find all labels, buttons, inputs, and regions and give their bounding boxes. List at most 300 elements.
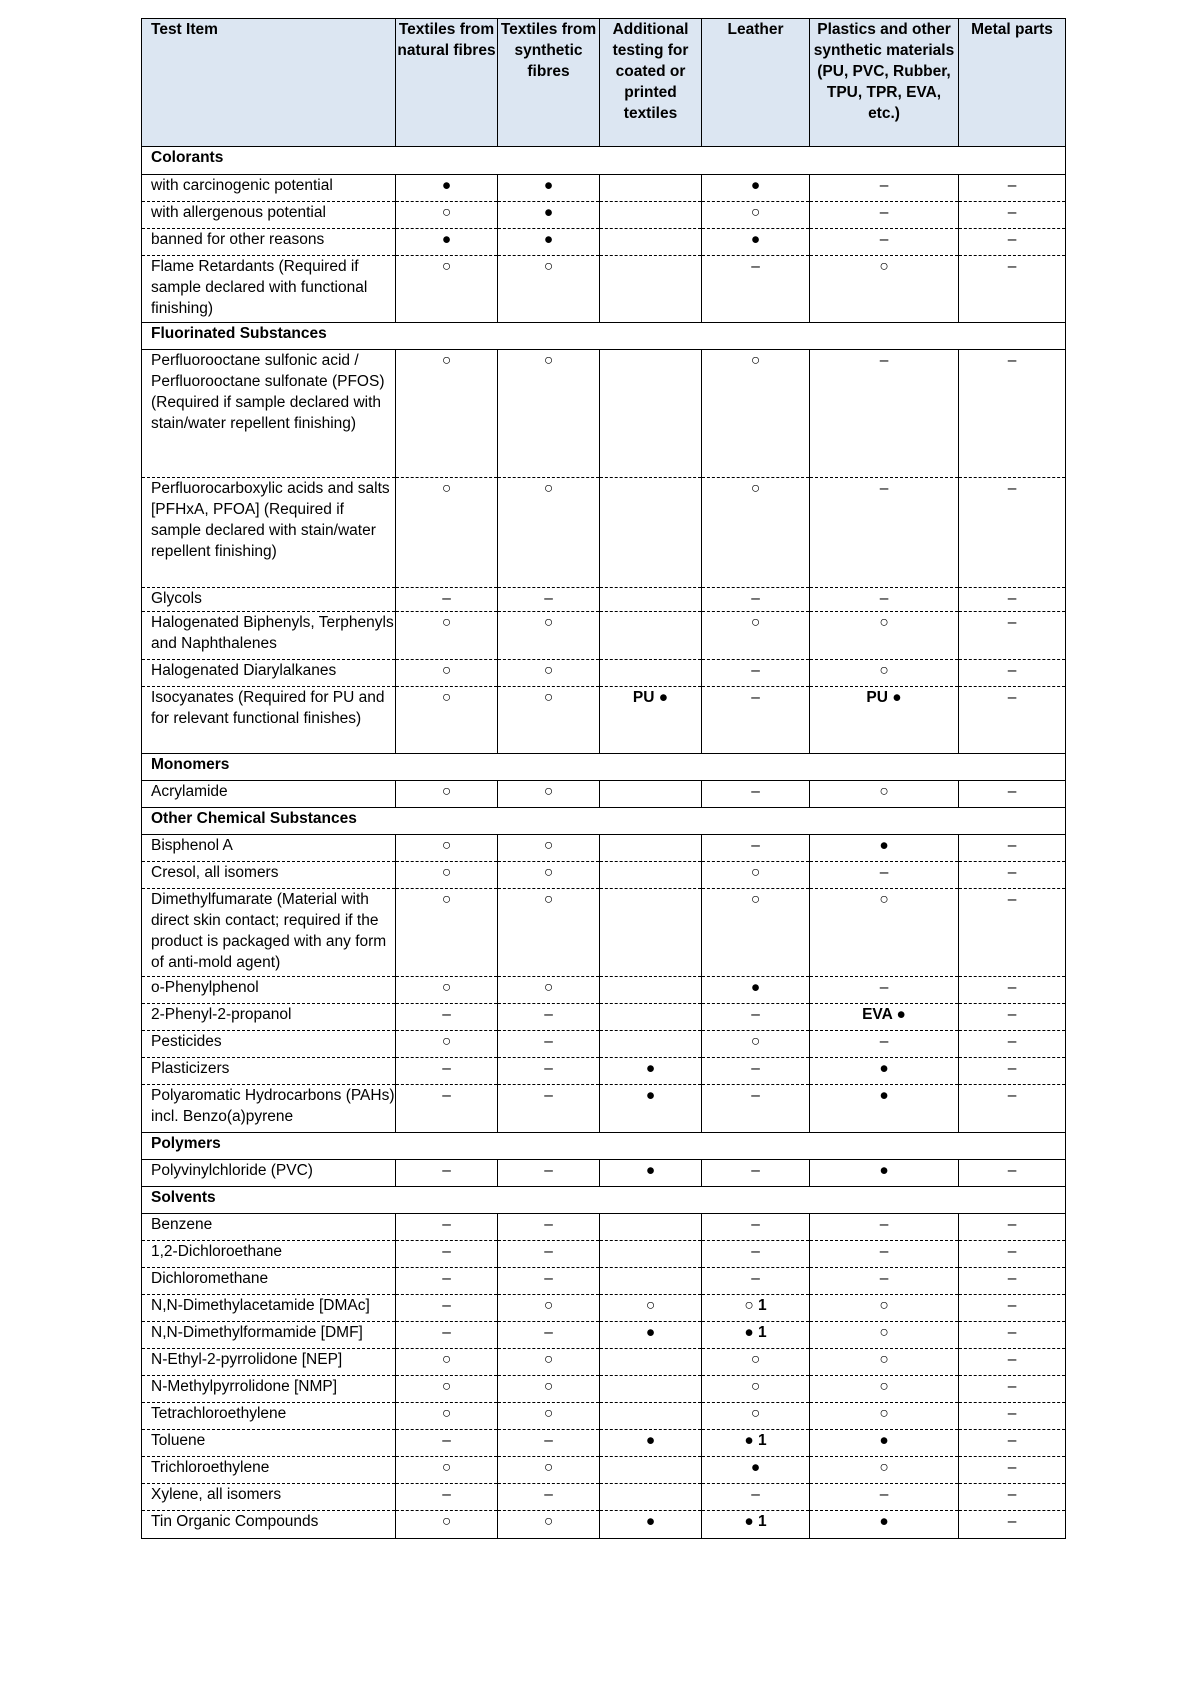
requirement-symbol: – <box>1007 1378 1017 1395</box>
requirement-cell <box>810 1430 959 1457</box>
requirement-symbol: ○ <box>750 1405 761 1422</box>
requirement-symbol: – <box>544 1432 553 1449</box>
requirement-symbol: ○ 1 <box>744 1297 767 1314</box>
requirement-cell <box>810 350 959 478</box>
requirement-symbol: ○ <box>879 891 889 908</box>
requirement-cell <box>959 1403 1066 1430</box>
requirement-symbol: – <box>1007 1060 1017 1077</box>
requirement-symbol: – <box>544 1087 553 1104</box>
requirement-cell <box>959 1058 1066 1085</box>
requirement-cell <box>810 1349 959 1376</box>
requirement-cell <box>498 1322 600 1349</box>
requirement-symbol: ○ <box>879 783 889 800</box>
requirement-symbol: ● <box>645 1432 656 1449</box>
requirement-symbol: – <box>879 1033 889 1050</box>
requirement-symbol: – <box>1007 1087 1017 1104</box>
requirement-symbol: ● <box>750 1459 761 1476</box>
requirement-cell <box>498 977 600 1004</box>
requirement-symbol: – <box>1007 1405 1017 1422</box>
requirement-cell <box>810 229 959 256</box>
requirement-cell <box>498 660 600 687</box>
requirement-cell <box>702 1430 810 1457</box>
table-row <box>142 1484 1066 1511</box>
requirement-symbol: – <box>1007 837 1017 854</box>
table-row <box>142 478 1066 588</box>
requirement-symbol: ○ <box>543 689 554 706</box>
section-heading: Monomers <box>142 754 1066 781</box>
requirement-cell <box>600 1295 702 1322</box>
requirement-symbol: – <box>1007 689 1017 706</box>
requirement-cell <box>600 1241 702 1268</box>
requirement-cell <box>396 835 498 862</box>
section-heading: Solvents <box>142 1187 1066 1214</box>
test-item-label: Plasticizers <box>142 1058 396 1085</box>
requirement-cell <box>810 781 959 808</box>
requirement-cell <box>498 1160 600 1187</box>
table-row <box>142 1085 1066 1133</box>
requirement-symbol: – <box>442 1297 451 1314</box>
requirement-cell <box>498 1430 600 1457</box>
requirement-symbol: PU ● <box>866 689 902 706</box>
table-row <box>142 202 1066 229</box>
requirement-cell <box>600 977 702 1004</box>
requirement-symbol: ○ <box>750 1351 761 1368</box>
requirement-cell <box>498 1295 600 1322</box>
table-row <box>142 612 1066 660</box>
requirement-cell <box>600 862 702 889</box>
requirement-cell <box>498 1376 600 1403</box>
test-item-label: with allergenous potential <box>142 202 396 229</box>
requirement-cell <box>810 1241 959 1268</box>
requirement-symbol: ○ <box>543 662 554 679</box>
requirement-cell <box>600 1349 702 1376</box>
test-requirements-table <box>141 18 1066 1539</box>
requirement-symbol: ● <box>645 1513 656 1530</box>
requirement-cell <box>810 1322 959 1349</box>
requirement-symbol: ● <box>879 1513 889 1530</box>
requirement-symbol: ○ <box>879 1324 889 1341</box>
requirement-cell <box>959 1511 1066 1539</box>
requirement-cell <box>498 889 600 977</box>
requirement-symbol: ○ <box>879 662 889 679</box>
requirement-symbol: – <box>1007 891 1017 908</box>
requirement-cell <box>396 1268 498 1295</box>
requirement-symbol: – <box>544 1243 553 1260</box>
table-row <box>142 1160 1066 1187</box>
requirement-symbol: ○ <box>543 864 554 881</box>
requirement-symbol: ● <box>543 204 554 221</box>
requirement-cell <box>600 1268 702 1295</box>
test-item-label: Toluene <box>142 1430 396 1457</box>
table-row <box>142 977 1066 1004</box>
requirement-symbol: ○ <box>441 1459 452 1476</box>
test-item-label: N,N-Dimethylformamide [DMF] <box>142 1322 396 1349</box>
requirement-cell <box>959 977 1066 1004</box>
requirement-cell <box>810 1457 959 1484</box>
requirement-symbol: ● <box>879 1087 889 1104</box>
test-item-label: Glycols <box>142 588 396 612</box>
requirement-symbol: ● <box>645 1060 656 1077</box>
requirement-symbol: – <box>544 1060 553 1077</box>
requirement-cell <box>810 1004 959 1031</box>
requirement-cell <box>498 350 600 478</box>
test-item-label: Tin Organic Compounds <box>142 1511 396 1539</box>
requirement-symbol: – <box>751 662 760 679</box>
requirement-cell <box>498 1031 600 1058</box>
requirement-cell <box>396 687 498 754</box>
test-item-label: Dichloromethane <box>142 1268 396 1295</box>
requirement-cell <box>959 1457 1066 1484</box>
requirement-cell <box>959 1349 1066 1376</box>
requirement-symbol: ○ <box>441 837 452 854</box>
requirement-symbol: ○ <box>441 979 452 996</box>
requirement-symbol: ○ <box>750 352 761 369</box>
requirement-cell <box>702 889 810 977</box>
requirement-cell <box>810 660 959 687</box>
table-row <box>142 229 1066 256</box>
requirement-cell <box>959 229 1066 256</box>
requirement-cell <box>702 1268 810 1295</box>
requirement-cell <box>396 1484 498 1511</box>
requirement-symbol: EVA ● <box>862 1006 906 1023</box>
requirement-cell <box>498 1085 600 1133</box>
requirement-symbol: ○ <box>543 1513 554 1530</box>
requirement-cell <box>810 1085 959 1133</box>
header-metal-parts: Metal parts <box>959 19 1066 147</box>
requirement-cell <box>702 1160 810 1187</box>
requirement-cell <box>702 256 810 323</box>
requirement-cell <box>702 835 810 862</box>
requirement-cell <box>702 687 810 754</box>
requirement-symbol: – <box>1007 177 1017 194</box>
requirement-symbol: ● <box>879 1162 889 1179</box>
requirement-symbol: – <box>1007 1033 1017 1050</box>
requirement-cell <box>396 1430 498 1457</box>
requirement-cell <box>810 687 959 754</box>
table-row <box>142 862 1066 889</box>
requirement-cell <box>498 1214 600 1241</box>
requirement-cell <box>396 660 498 687</box>
requirement-cell <box>498 835 600 862</box>
requirement-symbol: – <box>1007 783 1017 800</box>
requirement-cell <box>600 835 702 862</box>
requirement-cell <box>600 1031 702 1058</box>
requirement-cell <box>959 1031 1066 1058</box>
test-item-label: Perfluorooctane sulfonic acid / Perfluorooctane sulfonate (PFOS) (Required if sample declared with stain/water repellent finishing) <box>142 350 396 478</box>
requirement-symbol: ○ <box>645 1297 656 1314</box>
requirement-cell <box>959 1322 1066 1349</box>
requirement-symbol: – <box>1007 1432 1017 1449</box>
table-row <box>142 1511 1066 1539</box>
requirement-symbol: – <box>751 1486 760 1503</box>
test-item-label: banned for other reasons <box>142 229 396 256</box>
requirement-symbol: ● <box>543 177 554 194</box>
requirement-symbol: – <box>1007 231 1017 248</box>
table-row <box>142 1295 1066 1322</box>
requirement-cell <box>396 256 498 323</box>
test-item-label: N-Ethyl-2-pyrrolidone [NEP] <box>142 1349 396 1376</box>
requirement-cell <box>959 1484 1066 1511</box>
requirement-symbol: – <box>442 1087 451 1104</box>
requirement-cell <box>959 1160 1066 1187</box>
requirement-symbol: ○ <box>543 1351 554 1368</box>
test-item-label: Pesticides <box>142 1031 396 1058</box>
requirement-symbol: ○ <box>750 614 761 631</box>
requirement-cell <box>498 1004 600 1031</box>
requirement-symbol: – <box>879 480 889 497</box>
requirement-symbol: – <box>442 1006 451 1023</box>
requirement-symbol: – <box>1007 204 1017 221</box>
requirement-cell <box>396 781 498 808</box>
requirement-symbol: – <box>751 837 760 854</box>
requirement-symbol: – <box>1007 1162 1017 1179</box>
requirement-symbol: – <box>879 177 889 194</box>
requirement-cell <box>810 1058 959 1085</box>
requirement-cell <box>498 478 600 588</box>
requirement-symbol: – <box>751 1270 760 1287</box>
table-row <box>142 1214 1066 1241</box>
requirement-cell <box>810 1031 959 1058</box>
requirement-symbol: ○ <box>750 891 761 908</box>
requirement-symbol: ● <box>750 231 761 248</box>
requirement-cell <box>600 1430 702 1457</box>
requirement-cell <box>959 889 1066 977</box>
test-item-label: Xylene, all isomers <box>142 1484 396 1511</box>
requirement-symbol: – <box>751 1243 760 1260</box>
requirement-cell <box>396 1085 498 1133</box>
requirement-cell <box>810 1484 959 1511</box>
requirement-cell <box>959 1241 1066 1268</box>
requirement-symbol: ○ <box>441 864 452 881</box>
requirement-cell <box>498 1457 600 1484</box>
requirement-cell <box>702 1484 810 1511</box>
requirement-cell <box>702 1376 810 1403</box>
requirement-cell <box>959 1085 1066 1133</box>
requirement-cell <box>702 1511 810 1539</box>
requirement-symbol: ○ <box>750 204 761 221</box>
requirement-symbol: ● <box>441 177 452 194</box>
requirement-symbol: – <box>879 864 889 881</box>
requirement-cell <box>702 202 810 229</box>
requirement-cell <box>959 660 1066 687</box>
requirement-symbol: – <box>1007 352 1017 369</box>
requirement-cell <box>600 1403 702 1430</box>
requirement-symbol: – <box>879 231 889 248</box>
requirement-cell <box>810 1160 959 1187</box>
test-item-label: Halogenated Diarylalkanes <box>142 660 396 687</box>
requirement-cell <box>810 1376 959 1403</box>
requirement-symbol: – <box>544 1270 553 1287</box>
requirement-cell <box>396 1511 498 1539</box>
test-item-label: Tetrachloroethylene <box>142 1403 396 1430</box>
requirement-symbol: – <box>442 1162 451 1179</box>
table-row <box>142 1058 1066 1085</box>
requirement-cell <box>702 612 810 660</box>
requirement-cell <box>396 612 498 660</box>
requirement-cell <box>498 1349 600 1376</box>
requirement-cell <box>396 1214 498 1241</box>
requirement-cell <box>959 835 1066 862</box>
requirement-cell <box>600 1484 702 1511</box>
test-item-label: Benzene <box>142 1214 396 1241</box>
requirement-symbol: – <box>442 590 451 607</box>
table-row <box>142 889 1066 977</box>
section-row <box>142 808 1066 835</box>
requirement-cell <box>702 588 810 612</box>
requirement-symbol: ○ <box>441 891 452 908</box>
requirement-symbol: – <box>879 1486 889 1503</box>
requirement-cell <box>810 835 959 862</box>
requirement-symbol: ● 1 <box>744 1513 767 1530</box>
header-synthetic-fibres: Textiles from synthetic fibres <box>498 19 600 147</box>
requirement-symbol: – <box>1007 1486 1017 1503</box>
requirement-symbol: ○ <box>879 1378 889 1395</box>
requirement-symbol: ○ <box>750 480 761 497</box>
requirement-cell <box>498 862 600 889</box>
requirement-symbol: – <box>1007 979 1017 996</box>
table-row <box>142 350 1066 478</box>
requirement-symbol: ○ <box>879 614 889 631</box>
requirement-cell <box>959 781 1066 808</box>
requirement-cell <box>600 350 702 478</box>
requirement-cell <box>959 1214 1066 1241</box>
requirement-cell <box>702 350 810 478</box>
requirement-cell <box>959 350 1066 478</box>
requirement-cell <box>600 1004 702 1031</box>
requirement-cell <box>396 350 498 478</box>
requirement-symbol: ○ <box>543 891 554 908</box>
requirement-cell <box>702 1241 810 1268</box>
table-row <box>142 1376 1066 1403</box>
test-item-label: Polyvinylchloride (PVC) <box>142 1160 396 1187</box>
section-row <box>142 323 1066 350</box>
table-row <box>142 660 1066 687</box>
test-item-label: Trichloroethylene <box>142 1457 396 1484</box>
header-test-item: Test Item <box>142 19 396 147</box>
requirement-cell <box>600 1160 702 1187</box>
table-row <box>142 1322 1066 1349</box>
requirement-symbol: – <box>1007 1006 1017 1023</box>
table-row <box>142 588 1066 612</box>
requirement-symbol: ○ <box>441 1513 452 1530</box>
test-item-label: N,N-Dimethylacetamide [DMAc] <box>142 1295 396 1322</box>
requirement-symbol: ○ <box>750 1033 761 1050</box>
requirement-cell <box>810 202 959 229</box>
requirement-cell <box>396 862 498 889</box>
requirement-cell <box>600 229 702 256</box>
requirement-cell <box>702 1085 810 1133</box>
requirement-symbol: – <box>751 258 760 275</box>
requirement-symbol: ● <box>441 231 452 248</box>
table-row <box>142 781 1066 808</box>
requirement-symbol: ○ <box>441 1033 452 1050</box>
requirement-symbol: ○ <box>543 352 554 369</box>
requirement-symbol: – <box>1007 1459 1017 1476</box>
requirement-cell <box>498 781 600 808</box>
requirement-cell <box>810 478 959 588</box>
requirement-symbol: ○ <box>879 258 889 275</box>
requirement-symbol: ● 1 <box>744 1432 767 1449</box>
requirement-cell <box>600 612 702 660</box>
requirement-symbol: ○ <box>441 783 452 800</box>
header-plastics: Plastics and other synthetic materials (PU, PVC, Rubber, TPU, TPR, EVA, etc.) <box>810 19 959 147</box>
header-natural-fibres: Textiles from natural fibres <box>396 19 498 147</box>
requirement-symbol: ○ <box>543 480 554 497</box>
requirement-cell <box>810 977 959 1004</box>
requirement-cell <box>396 1295 498 1322</box>
test-item-label: Perfluorocarboxylic acids and salts [PFHxA, PFOA] (Required if sample declared with stain/water repellent finishing) <box>142 478 396 588</box>
test-item-label: Polyaromatic Hydrocarbons (PAHs) incl. Benzo(a)pyrene <box>142 1085 396 1133</box>
requirement-symbol: – <box>751 590 760 607</box>
requirement-cell <box>702 478 810 588</box>
requirement-symbol: – <box>1007 1297 1017 1314</box>
requirement-symbol: ● <box>750 979 761 996</box>
requirement-cell <box>396 1322 498 1349</box>
requirement-cell <box>498 1484 600 1511</box>
table-row <box>142 256 1066 323</box>
requirement-symbol: PU ● <box>632 689 669 706</box>
table-row <box>142 687 1066 754</box>
test-item-label: 1,2-Dichloroethane <box>142 1241 396 1268</box>
requirement-symbol: ● <box>543 231 554 248</box>
requirement-cell <box>498 1241 600 1268</box>
requirement-cell <box>702 781 810 808</box>
table-header-row <box>142 19 1066 147</box>
requirement-symbol: – <box>879 979 889 996</box>
requirement-cell <box>396 1160 498 1187</box>
requirement-cell <box>498 175 600 202</box>
requirement-cell <box>959 1430 1066 1457</box>
requirement-symbol: ● <box>645 1087 656 1104</box>
table-row <box>142 835 1066 862</box>
requirement-symbol: ○ <box>441 689 452 706</box>
requirement-cell <box>498 588 600 612</box>
requirement-cell <box>600 588 702 612</box>
requirement-cell <box>702 1058 810 1085</box>
test-item-label: Cresol, all isomers <box>142 862 396 889</box>
requirement-symbol: – <box>544 590 553 607</box>
requirement-symbol: ○ <box>750 864 761 881</box>
requirement-symbol: ○ <box>441 204 452 221</box>
requirement-symbol: – <box>751 783 760 800</box>
requirement-symbol: ● <box>645 1162 656 1179</box>
requirement-cell <box>959 612 1066 660</box>
requirement-symbol: ○ <box>543 1297 554 1314</box>
requirement-cell <box>396 1004 498 1031</box>
requirement-symbol: ○ <box>441 480 452 497</box>
requirement-symbol: – <box>544 1033 553 1050</box>
requirement-symbol: ○ <box>543 837 554 854</box>
requirement-symbol: ○ <box>543 258 554 275</box>
requirement-cell <box>396 1376 498 1403</box>
requirement-symbol: ○ <box>543 1378 554 1395</box>
requirement-symbol: – <box>1007 1513 1017 1530</box>
requirement-symbol: ○ <box>441 614 452 631</box>
requirement-cell <box>959 1376 1066 1403</box>
requirement-cell <box>810 862 959 889</box>
requirement-symbol: – <box>442 1486 451 1503</box>
requirement-symbol: – <box>442 1060 451 1077</box>
requirement-cell <box>600 1058 702 1085</box>
requirement-cell <box>600 175 702 202</box>
test-item-label: Isocyanates (Required for PU and for relevant functional finishes) <box>142 687 396 754</box>
requirement-symbol: – <box>442 1432 451 1449</box>
requirement-cell <box>600 478 702 588</box>
requirement-cell <box>600 1511 702 1539</box>
requirement-symbol: ○ <box>441 662 452 679</box>
test-item-label: Bisphenol A <box>142 835 396 862</box>
requirement-cell <box>810 1214 959 1241</box>
